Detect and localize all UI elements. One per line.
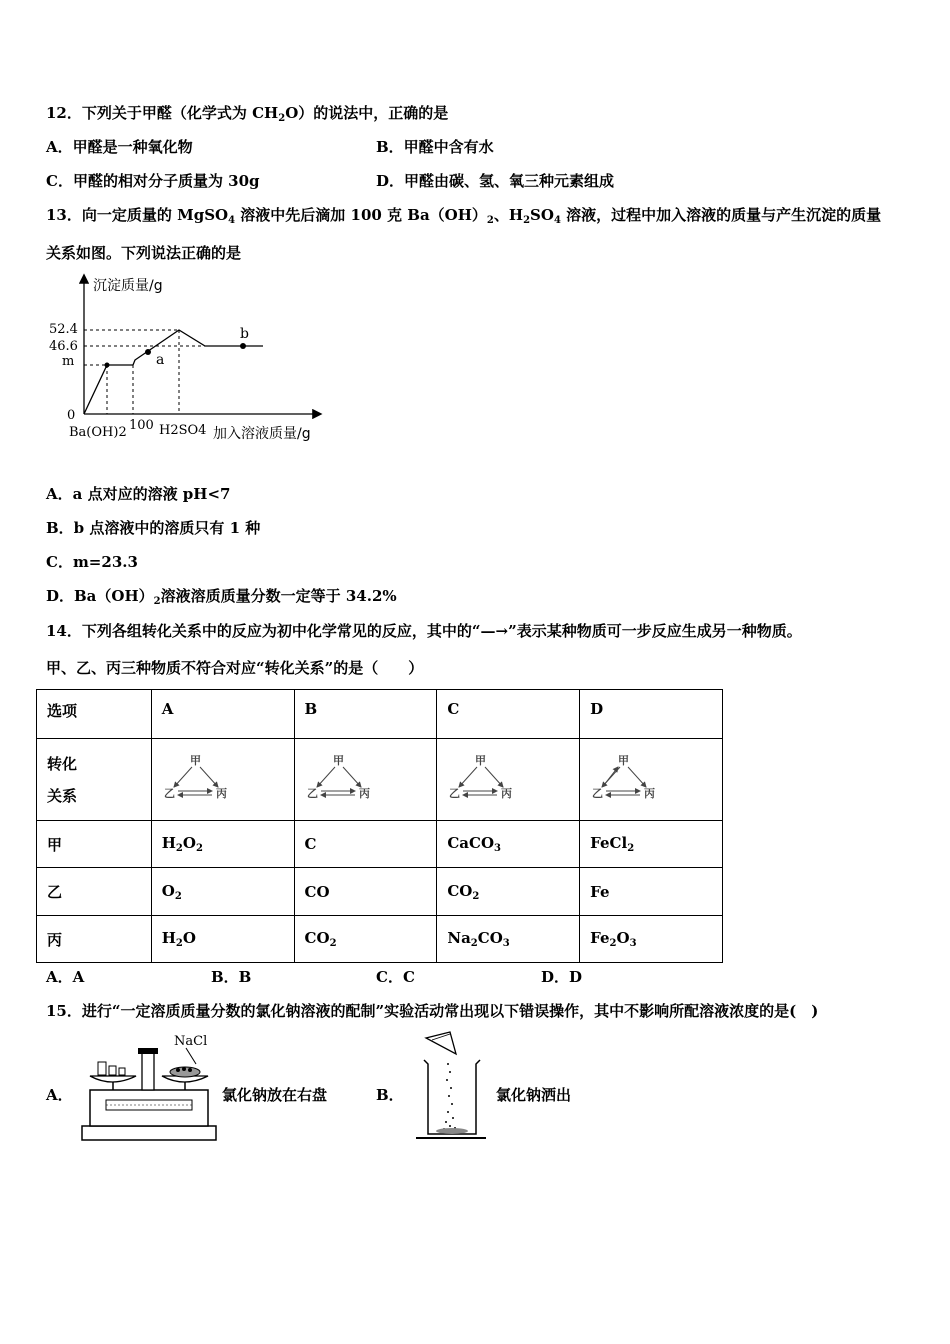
- relation-diagram-a: [151, 739, 294, 821]
- formula-part: H: [161, 834, 176, 852]
- formula-part: 2: [609, 938, 617, 949]
- q15-option-b-caption: 氯化钠洒出: [496, 1086, 572, 1104]
- cell-c: [437, 868, 580, 916]
- cell-c: [437, 821, 580, 868]
- node-yi: 乙: [306, 786, 318, 800]
- table-header-row: [37, 690, 723, 739]
- q12-option-d: D．甲醛由碳、氢、氧三种元素组成: [376, 172, 615, 190]
- cell-d: [580, 868, 723, 916]
- x-label-baoh2: Ba(OH)2: [69, 425, 127, 440]
- q15-stem: 15．进行“一定溶质质量分数的氯化钠溶液的配制”实验活动常出现以下错误操作，其中不影响所配溶液浓度的是( ): [46, 1002, 819, 1020]
- precipitate-curve: [84, 330, 263, 414]
- cell-c: [437, 916, 580, 963]
- header-option: 选项: [37, 690, 152, 739]
- node-bing: 丙: [358, 786, 370, 800]
- row-label: 乙: [37, 868, 152, 916]
- point-a-label: a: [156, 352, 165, 368]
- q14-answer-a: A．A: [46, 968, 85, 986]
- q14-answer-c: C．C: [376, 968, 415, 986]
- formula-part: 2: [470, 938, 478, 949]
- row-yi: [37, 868, 723, 916]
- balance-illustration: [78, 1030, 220, 1144]
- relation-row: [37, 739, 723, 821]
- x-axis-label: 加入溶液质量/g: [213, 426, 311, 442]
- spilled-salt: [443, 1063, 456, 1130]
- formula-part: O: [182, 834, 196, 852]
- q15-option-b-label: B．: [376, 1086, 404, 1104]
- relation-label: 转化 关系: [37, 739, 152, 821]
- cell-a: [151, 821, 294, 868]
- cell-a: [151, 868, 294, 916]
- formula-part: 3: [629, 938, 637, 949]
- formula-part: CO: [304, 882, 330, 901]
- formula-part: 3: [494, 843, 501, 854]
- cell-d: [580, 916, 723, 963]
- node-yi: 乙: [592, 786, 604, 800]
- beaker-illustration: [414, 1030, 494, 1144]
- q13-option-b: B．b 点溶液中的溶质只有 1 种: [46, 519, 261, 537]
- node-jia: 甲: [618, 753, 630, 767]
- q13-option-d: D．$Ba(OH)_2$溶液溶质质量分数一定等于 34.2%: [46, 587, 397, 607]
- cell-b: [294, 821, 437, 868]
- q12-stem: 12．下列关于甲醛（化学式为 $CH_2O$）的说法中，正确的是: [46, 104, 449, 124]
- y-tick-52-4: 52.4: [49, 322, 78, 337]
- formula-part: H: [161, 929, 176, 947]
- point-b: [240, 343, 246, 349]
- formula-part: Fe: [590, 882, 610, 901]
- row-label: 甲: [37, 821, 152, 868]
- point-b-label: b: [240, 326, 249, 342]
- q13-chart: [49, 268, 345, 448]
- node-bing: 丙: [501, 786, 513, 800]
- q13-option-a: A．a 点对应的溶液 pH<7: [46, 485, 231, 503]
- q14-stem: 14．下列各组转化关系中的反应为初中化学常见的反应，其中的“—→”表示某种物质可一步反应生成另一种物质。: [46, 622, 802, 640]
- formula-part: 2: [174, 890, 182, 902]
- cell-a: [151, 916, 294, 963]
- formula-part: FeCl: [590, 834, 628, 852]
- formula-part: CO: [477, 929, 503, 947]
- formula-part: CO: [304, 929, 330, 947]
- formula-part: O: [161, 881, 175, 900]
- q14-answer-d: D．D: [541, 968, 583, 986]
- formula-part: 2: [175, 843, 183, 854]
- q14-table: [36, 689, 723, 963]
- formula-part: O: [616, 929, 630, 947]
- q14-stem-line2: 甲、乙、丙三种物质不符合对应“转化关系”的是（ ）: [46, 659, 424, 677]
- node-yi: 乙: [449, 786, 461, 800]
- cell-b: [294, 916, 437, 963]
- cell-b: [294, 868, 437, 916]
- q12-option-a: A．甲醛是一种氧化物: [46, 138, 193, 156]
- formula-part: Na: [447, 929, 471, 947]
- row-bing: [37, 916, 723, 963]
- formula-part: 3: [502, 938, 510, 949]
- y-tick-0: 0: [67, 408, 76, 423]
- row-jia: [37, 821, 723, 868]
- node-jia: 甲: [332, 753, 344, 767]
- relation-diagram-b: [294, 739, 437, 821]
- formula-part: CO: [447, 881, 473, 900]
- q14-answer-b: B．B: [211, 968, 252, 986]
- x-label-h2so4: H2SO4: [159, 423, 207, 438]
- q15-option-a-caption: 氯化钠放在右盘: [222, 1086, 328, 1104]
- header-a: A: [151, 690, 294, 739]
- q12-option-b: B．甲醛中含有水: [376, 138, 494, 156]
- formula-part: C: [304, 835, 317, 853]
- q13-stem: 13．向一定质量的 MgSO$_4$ 溶液中先后滴加 100 克 $Ba(OH)_2$、$H_2SO_4$ 溶液，过程中加入溶液的质量与产生沉淀的质量: [46, 206, 882, 226]
- formula-part: 2: [627, 843, 635, 854]
- formula-part: O: [182, 929, 196, 947]
- y-tick-m: m: [62, 354, 75, 369]
- point-a: [145, 349, 151, 355]
- node-jia: 甲: [475, 753, 487, 767]
- cell-d: [580, 821, 723, 868]
- y-tick-46-6: 46.6: [49, 339, 78, 354]
- formula-part: 2: [472, 890, 480, 902]
- formula-part: CaCO: [447, 834, 495, 852]
- relation-diagram-d: [580, 739, 723, 821]
- header-d: D: [580, 690, 723, 739]
- formula-part: Fe: [590, 929, 610, 947]
- y-axis-label: 沉淀质量/g: [93, 278, 163, 294]
- q15-option-a-label: A．: [46, 1086, 73, 1104]
- node-bing: 丙: [215, 786, 227, 800]
- node-yi: 乙: [163, 786, 175, 800]
- relation-diagram-c: [437, 739, 580, 821]
- q13-stem-line2: 关系如图。下列说法正确的是: [46, 244, 242, 262]
- formula-part: 2: [175, 938, 183, 949]
- node-bing: 丙: [644, 786, 656, 800]
- header-b: B: [294, 690, 437, 739]
- formula-part: 2: [329, 938, 337, 949]
- q12-option-c: C．甲醛的相对分子质量为 30g: [46, 172, 260, 190]
- formula-part: 2: [195, 843, 203, 854]
- x-tick-100: 100: [129, 418, 154, 433]
- row-label: 丙: [37, 916, 152, 963]
- node-jia: 甲: [189, 753, 201, 767]
- q13-option-c: C．m=23.3: [46, 553, 138, 571]
- header-c: C: [437, 690, 580, 739]
- nacl-label: NaCl: [174, 1034, 208, 1049]
